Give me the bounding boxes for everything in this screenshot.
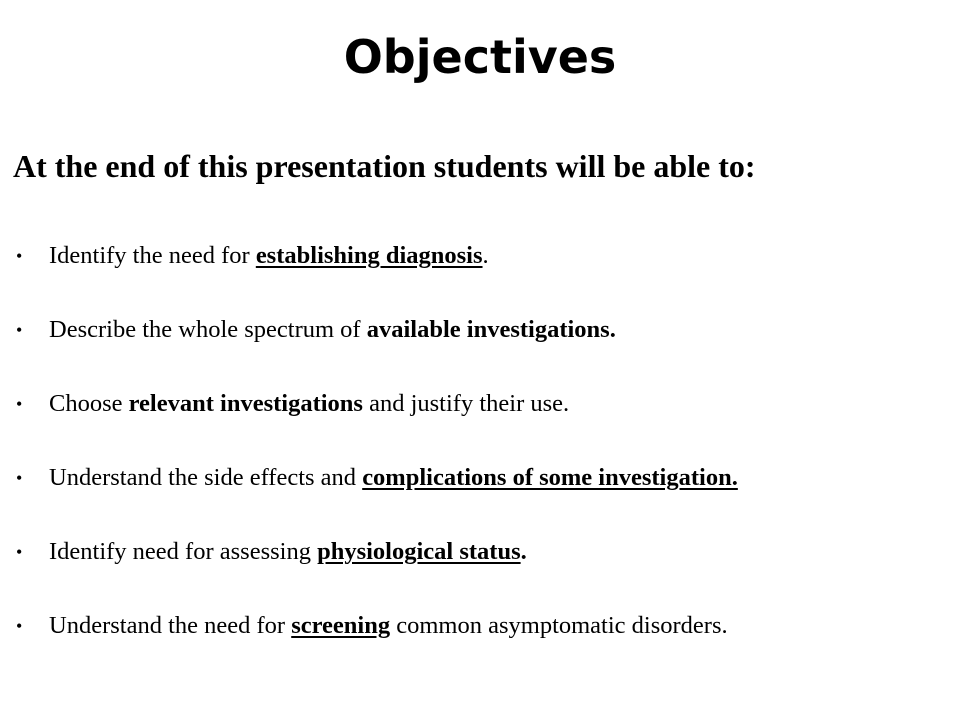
objective-text-plain: Understand the side effects and (49, 464, 363, 491)
bullet-icon: • (16, 542, 23, 562)
bullet-icon: • (16, 616, 23, 636)
bullet-icon: • (16, 246, 23, 266)
objective-text-trailing: and justify their use. (362, 390, 570, 417)
intro-statement: At the end of this presentation students will be able to: (13, 148, 756, 184)
objective-text-emphasis: complications of some investigation. (362, 464, 738, 491)
objective-item (14, 532, 954, 606)
objective-item (14, 384, 954, 458)
objective-text-emphasis: relevant investigations (128, 390, 363, 417)
objective-text-emphasis: available investigations. (366, 316, 616, 343)
objective-text (49, 606, 728, 646)
objective-text-emphasis: establishing diagnosis (255, 242, 483, 269)
objective-item (14, 606, 954, 680)
objective-text (49, 458, 738, 498)
objective-text-emphasis: physiological status (317, 538, 521, 565)
objective-text-trailing: . (520, 538, 527, 565)
bullet-icon: • (16, 394, 23, 414)
objective-item (14, 236, 954, 310)
objective-text-emphasis: screening (291, 612, 391, 639)
objective-item (14, 310, 954, 384)
bullet-icon: • (16, 320, 23, 340)
objective-text-trailing: common asymptomatic disorders. (390, 612, 728, 639)
objective-text-plain: Choose (49, 390, 129, 417)
objective-text (49, 310, 616, 350)
objective-text (49, 532, 527, 572)
objective-item (14, 458, 954, 532)
objective-text (49, 384, 569, 424)
objective-text-plain: Identify the need for (49, 242, 256, 269)
objective-text-plain: Describe the whole spectrum of (49, 316, 367, 343)
slide-title: Objectives (343, 30, 617, 84)
objective-text-trailing: . (482, 242, 489, 269)
bullet-icon: • (16, 468, 23, 488)
objective-text (49, 236, 489, 276)
objectives-list (14, 236, 954, 680)
objective-text-plain: Identify need for assessing (49, 538, 318, 565)
objective-text-plain: Understand the need for (49, 612, 292, 639)
